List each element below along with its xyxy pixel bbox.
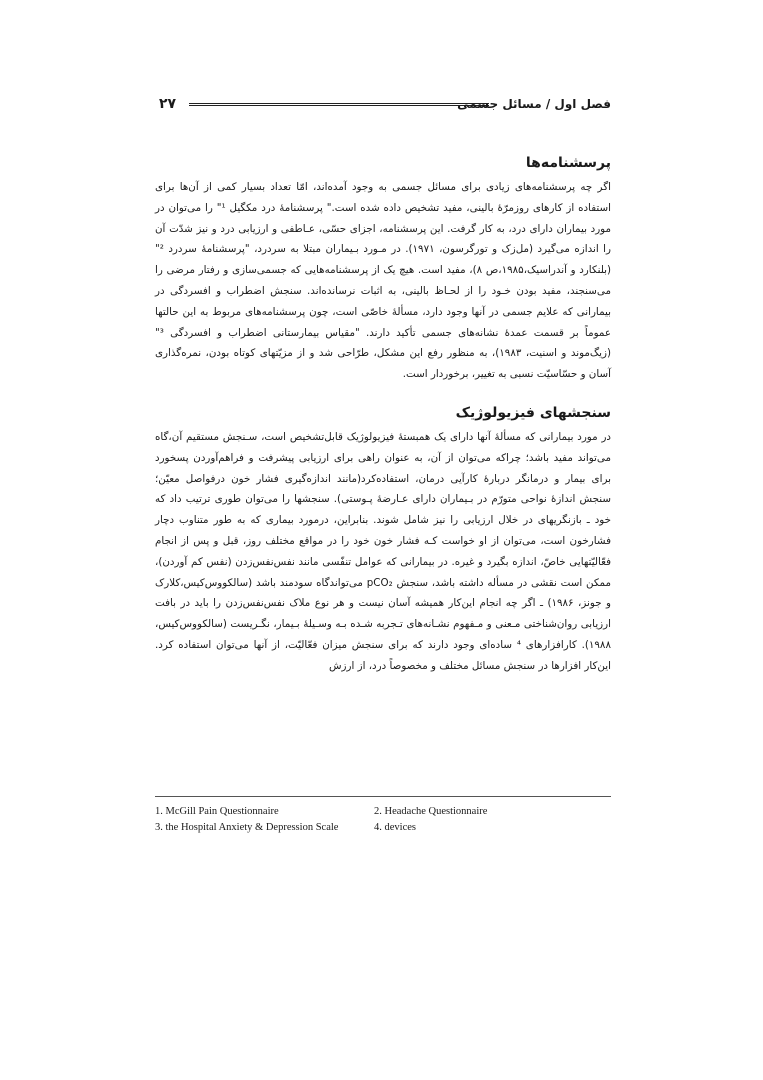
paragraph-questionnaires: اگر چه پرسشنامه‌های زیادی برای مسائل جسمی به وجود آمده‌اند، امّا تعداد بسیار کمی از آن‌ها برای استفاده از کارهای روزمرّهٔ بالینی، مفید تشخیص داده شده است." پرسشنامهٔ درد مکگیل ¹" را می‌توان در مورد بیماران دارای درد، به کار گرفت. این پرسشنامه، اجزای حسّی، عـاطفی و ارزیابی درد و نیز شدّت آن را اندازه می‌گیرد (مل‌زک و تورگرسون، ۱۹۷۱). در مـورد بـیماران مبتلا به سردرد، "پرسشنامهٔ سردرد ²"(بلنکارد و آندراسیک،۱۹۸۵،ص ۸)، مفید است. هیچ یک از پرسشنامه‌هایی که جسمی‌سازی و رفتار مرضی را می‌سنجند، مفید بودن خـود را از لحـاظ بالینی، به اثبات نرسانده‌اند. سنجش اضطراب و افسردگی در بیمارانی که علایم جسمی در آنها وجود دارد، مسألهٔ خاصّی است، چون پرسشنامه‌های مربوط به این حالتها عموماً بر قسمت عمدهٔ نشانه‌های جسمی تأکید دارند. "مقیاس بیمارستانی اضطراب و افسردگی ³" (زیگ‌موند و اسنیت، ۱۹۸۳)، به منظور رفع این مشکل، طرّاحی شد و از مزیّتهای کوتاه بودن، نمره‌گذاری آسان و حسّاسیّت نسبی به تغییر، برخوردار است. bbox=[155, 181, 611, 381]
footnote-rule bbox=[155, 796, 611, 797]
footnote-4: 4. devices bbox=[374, 822, 416, 833]
section-title-questionnaires: پرسشنامه‌ها bbox=[525, 155, 611, 171]
footnote-1: 1. McGill Pain Questionnaire bbox=[155, 806, 279, 817]
section-title-physiological: سنجشهای فیزیولوژیک bbox=[455, 404, 611, 421]
footnote-3: 3. the Hospital Anxiety & Depression Scale bbox=[155, 822, 339, 833]
footnotes bbox=[155, 796, 611, 836]
footnote-2: 2. Headache Questionnaire bbox=[374, 806, 488, 817]
running-title: فصل اول / مسائل جسمی bbox=[457, 97, 611, 111]
main-content bbox=[155, 153, 611, 677]
paragraph-physiological: در مورد بیمارانی که مسألهٔ آنها دارای یک همبستهٔ فیزیولوژیک قابل‌تشخیص است، سـنجش مستقیم آن،گاه می‌تواند مفید باشد؛ چراکه می‌توان از آن، به عنوان راهی برای ارزیابی پیشرفت و فراهم‌آوردن پسخورد برای بیمار و درمانگر دربارهٔ کارآیی درمان، استفاده‌کرد(مانند اندازه‌گیری فشار خون درفواصل معیّن؛ سنجش اندازهٔ نواحی متورّم در بـیماران دارای عـارضهٔ پـوستی). سنجشها را می‌توان طوری ترتیب داد که خود ـ بازنگریهای در خلال ارزیابی را نیز شامل شوند. بنابراین، درمورد بیماری که به طور متناوب دچار فشارخون است، می‌توان از او خواست کـه فشار خون خود را در مواقع مختلف روز، قبل و پس از انجام فعّالیّتهایی خاصّ، اندازه بگیرد و غیره. در بیمارانی که عوامل تنفّسی مانند نفس‌نفس‌زدن (نفس کم آوردن)، ممکن است نقشی در مسأله داشته باشد، سنجش pCO₂ می‌تواندگاه سودمند باشد (سالکووس‌کیس،کلارک و جونز، ۱۹۸۶) ـ اگر چه انجام این‌کار همیشه آسان نیست و هر نوع ملاک نفس‌نفس‌زدن را باید در بافت ارزیابی روان‌شناختی مـعنی و مـفهوم نشـانه‌های تـجربه شـده بـه وسـیلهٔ بـیمار، نگـریست (سالکووس‌کیس، ۱۹۸۸). کارافزارهای ⁴ ساده‌ای وجود دارند که برای سنجش میزان فعّالیّت، از آنها می‌توان استفاده کرد. این‌کار افزارها در سنجش مسائل مختلف و مخصوصاً درد، از ارزش bbox=[155, 430, 611, 672]
header-rule bbox=[189, 103, 489, 108]
page-number: ۲۷ bbox=[159, 96, 177, 112]
page-header bbox=[159, 96, 611, 114]
